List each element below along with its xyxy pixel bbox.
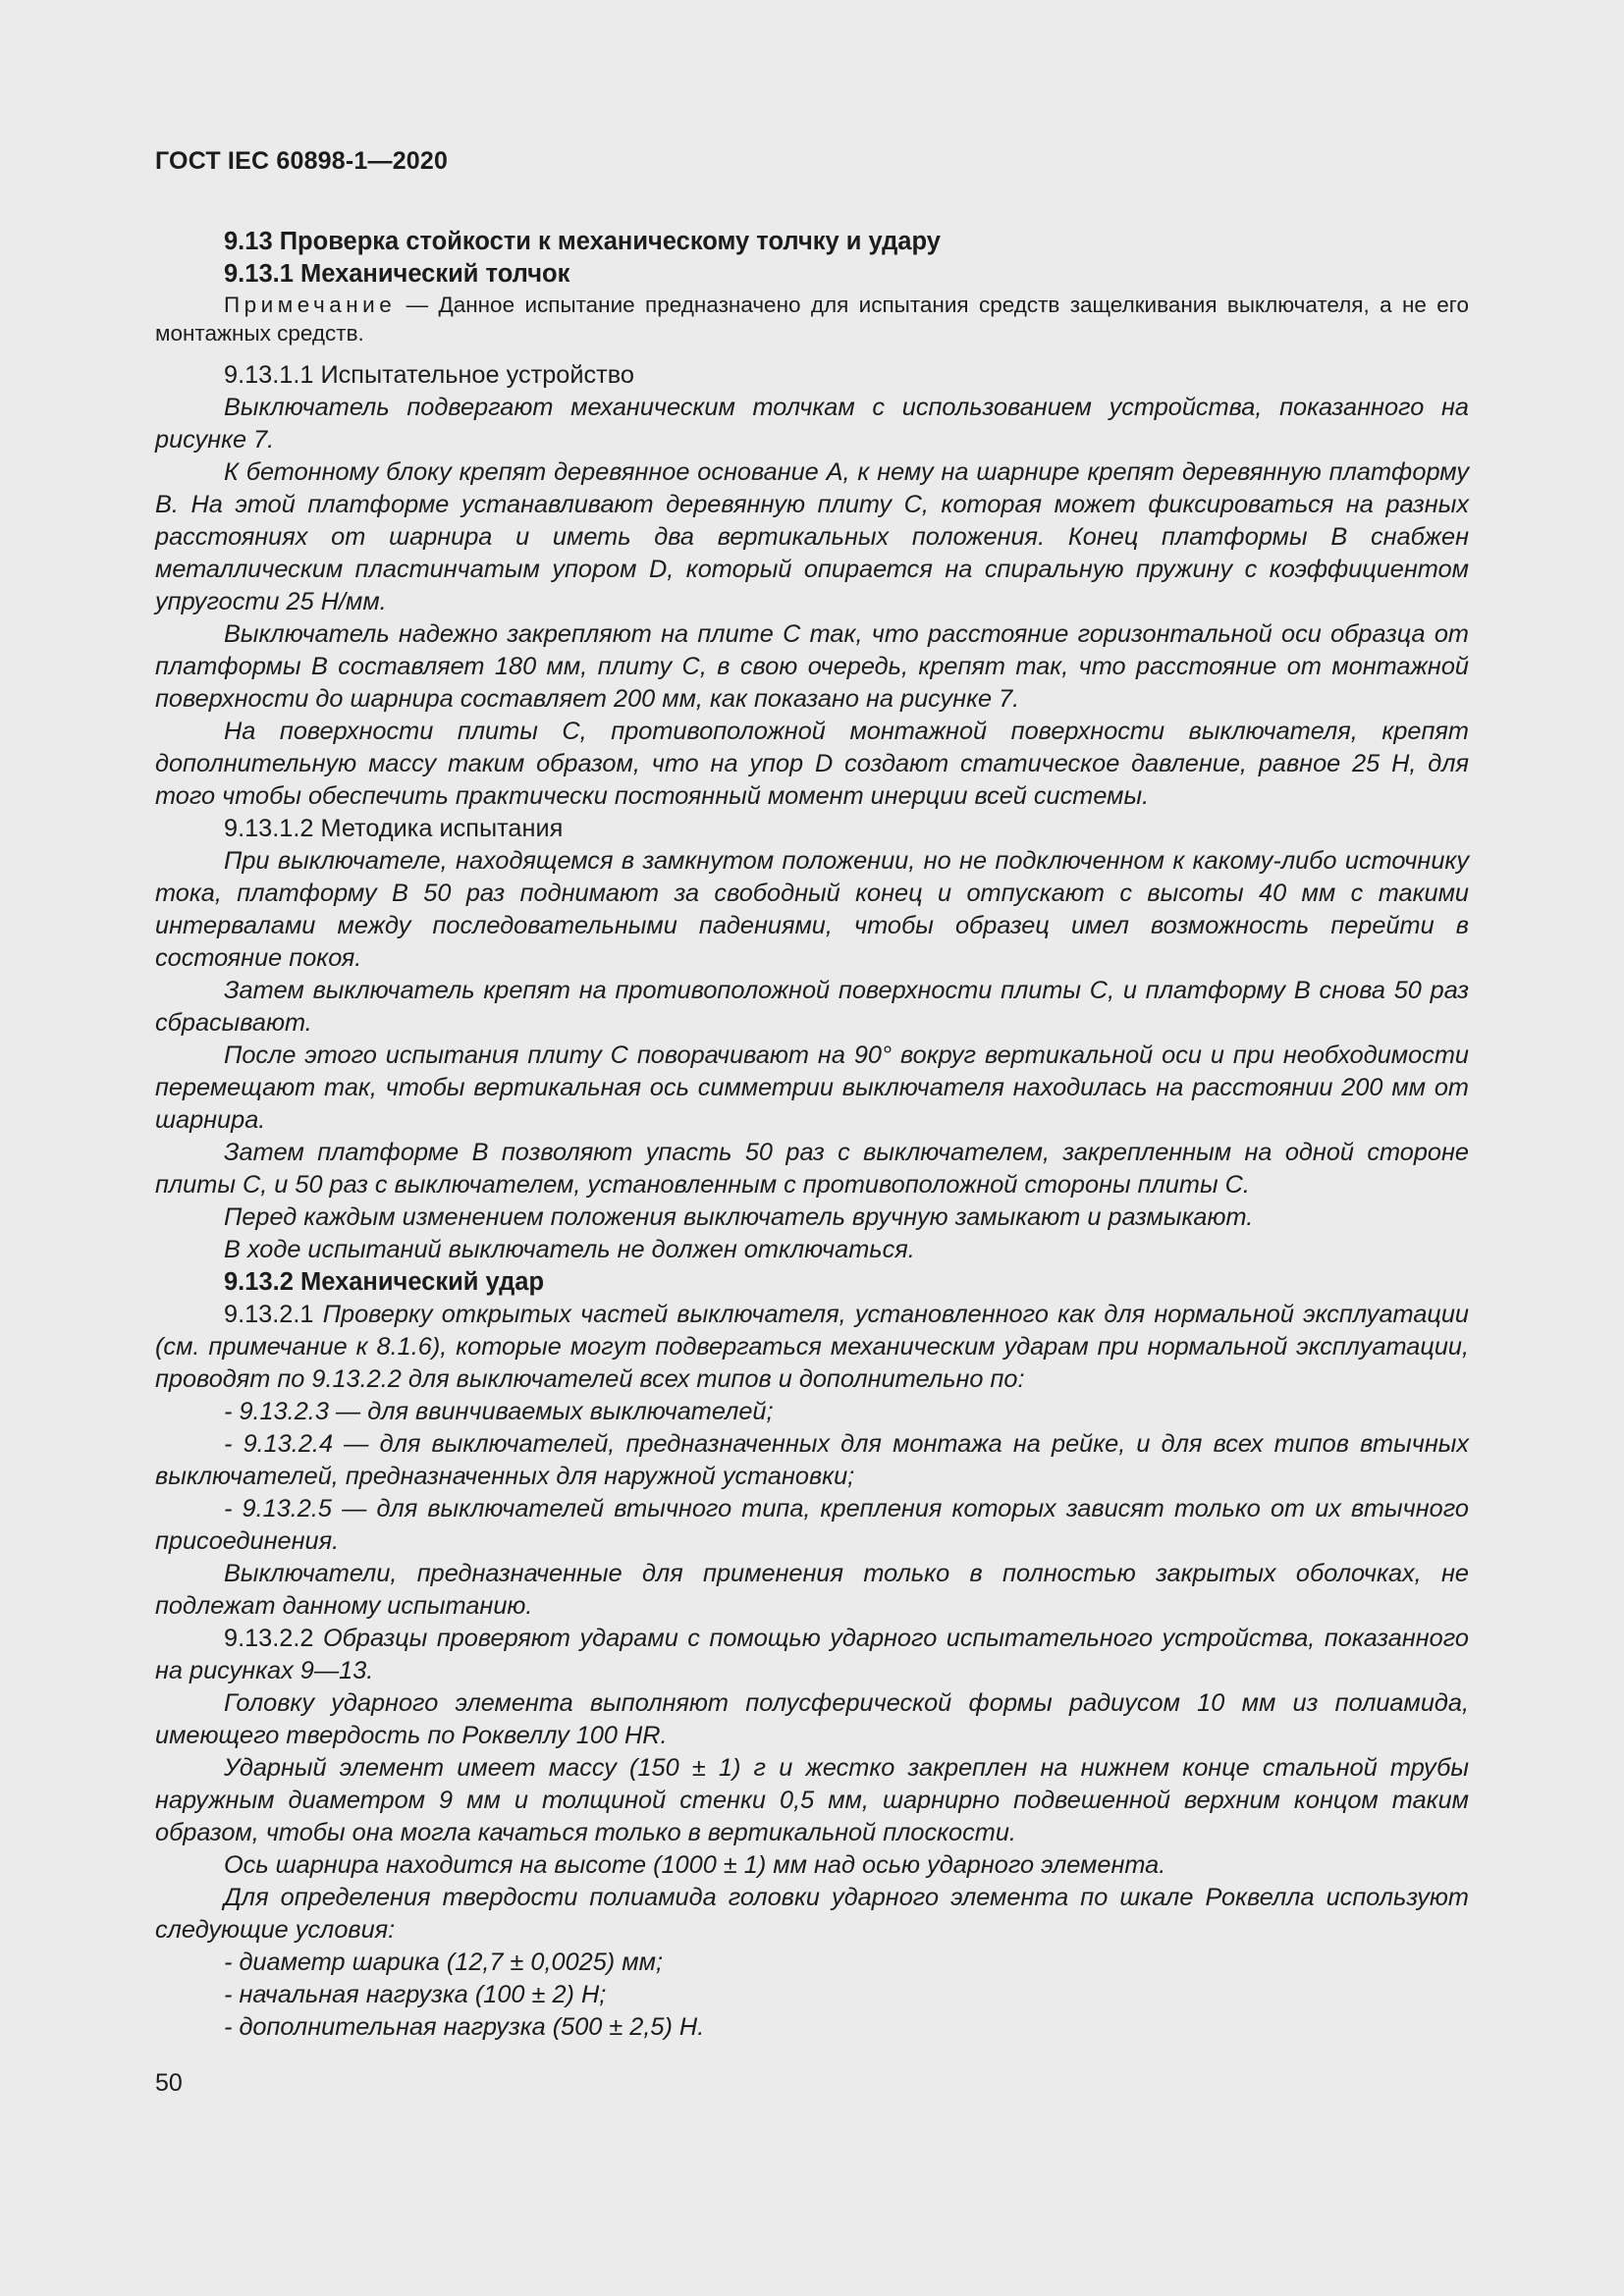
list-item: - диаметр шарика (12,7 ± 0,0025) мм; [224, 1949, 663, 1976]
paragraph: К бетонному блоку крепят деревянное основание А, к нему на шарнире крепят деревянную платформу В. На этой платформе устанавливают деревянную плиту С, которая может фиксироваться на разных расстояниях от шарнира и иметь два вертикальных положения. Конец платформы В снабжен металлическим пластинчатым упором D, который опирается на спиральную пружину с коэффициентом упругости 25 Н/мм. [155, 458, 1469, 615]
page-body [155, 226, 1469, 2044]
clause-title-9-13-1-1: 9.13.1.1 Испытательное устройство [224, 361, 634, 389]
clause-number: 9.13.2.2 [224, 1625, 314, 1652]
subsection-heading-9-13-1: 9.13.1 Механический толчок [224, 260, 570, 288]
clause-9-13-2-1 [155, 1299, 1469, 1396]
paragraph: После этого испытания плиту С поворачивают на 90° вокруг вертикальной оси и при необходимости перемещают так, чтобы вертикальная ось симметрии выключателя находилась на расстоянии 200 мм от шарнира. [155, 1041, 1469, 1134]
clause-9-13-2-2 [155, 1623, 1469, 1687]
subsection-heading-9-13-2: 9.13.2 Механический удар [224, 1268, 545, 1296]
list-item: - начальная нагрузка (100 ± 2) Н; [224, 1981, 607, 2008]
paragraph: Ударный элемент имеет массу (150 ± 1) г и жестко закреплен на нижнем конце стальной трубы наружным диаметром 9 мм и толщиной стенки 0,5 мм, шарнирно подвешенной верхним концом таким образом, чтобы она могла качаться только в вертикальной плоскости. [155, 1754, 1469, 1846]
list-item: - 9.13.2.3 — для ввинчиваемых выключателей; [224, 1398, 774, 1425]
paragraph: Для определения твердости полиамида головки ударного элемента по шкале Роквелла используют следующие условия: [155, 1884, 1469, 1944]
note-paragraph [155, 291, 1469, 347]
list-item: - 9.13.2.4 — для выключателей, предназначенных для монтажа на рейке, и для всех типов втычных выключателей, предназначенных для наружной установки; [155, 1430, 1469, 1490]
paragraph: Затем выключатель крепят на противоположной поверхности плиты С, и платформу В снова 50 раз сбрасывают. [155, 977, 1469, 1037]
document-code-header: ГОСТ IEC 60898-1—2020 [155, 147, 449, 175]
paragraph: На поверхности плиты С, противоположной монтажной поверхности выключателя, крепят дополнительную массу таким образом, что на упор D создают статическое давление, равное 25 Н, для того чтобы обеспечить практически постоянный момент инерции всей системы. [155, 718, 1469, 810]
clause-number: 9.13.2.1 [224, 1301, 314, 1328]
paragraph: Ось шарнира находится на высоте (1000 ± 1) мм над осью ударного элемента. [224, 1851, 1166, 1879]
page-number: 50 [155, 2069, 183, 2097]
paragraph: Выключатель надежно закрепляют на плите С так, что расстояние горизонтальной оси образца от платформы В составляет 180 мм, плиту С, в свою очередь, крепят так, что расстояние от монтажной поверхности до шарнира составляет 200 мм, как показано на рисунке 7. [155, 620, 1469, 713]
clause-text: Образцы проверяют ударами с помощью ударного испытательного устройства, показанного на рисунках 9—13. [155, 1625, 1469, 1684]
paragraph: Выключатели, предназначенные для применения только в полностью закрытых оболочках, не подлежат данному испытанию. [155, 1560, 1469, 1620]
clause-title-9-13-1-2: 9.13.1.2 Методика испытания [224, 815, 564, 842]
paragraph: При выключателе, находящемся в замкнутом положении, но не подключенном к какому-либо источнику тока, платформу В 50 раз поднимают за свободный конец и отпускают с высоты 40 мм с такими интервалами между последовательными падениями, чтобы образец имел возможность перейти в состояние покоя. [155, 847, 1469, 972]
paragraph: Затем платформе В позволяют упасть 50 раз с выключателем, закрепленным на одной стороне плиты С, и 50 раз с выключателем, установленным с противоположной стороны плиты С. [155, 1139, 1469, 1199]
paragraph: Перед каждым изменением положения выключатель вручную замыкают и размыкают. [224, 1203, 1254, 1231]
note-label: Примечание [224, 293, 397, 317]
paragraph: Головку ударного элемента выполняют полусферической формы радиусом 10 мм из полиамида, имеющего твердость по Роквеллу 100 HR. [155, 1689, 1469, 1749]
section-heading: 9.13 Проверка стойкости к механическому толчку и удару [224, 228, 941, 255]
paragraph: В ходе испытаний выключатель не должен отключаться. [224, 1236, 915, 1263]
clause-text: Проверку открытых частей выключателя, установленного как для нормальной эксплуатации (см. примечание к 8.1.6), которые могут подвергаться механическим ударам при нормальной эксплуатации, проводят по 9.13.2.2 для выключателей всех типов и дополнительно по: [155, 1301, 1469, 1393]
list-item: - 9.13.2.5 — для выключателей втычного типа, крепления которых зависят только от их втычного присоединения. [155, 1495, 1469, 1555]
note-text: — Данное испытание предназначено для испытания средств защелкивания выключателя, а не его монтажных средств. [155, 293, 1469, 346]
paragraph: Выключатель подвергают механическим толчкам с использованием устройства, показанного на рисунке 7. [155, 394, 1469, 454]
list-item: - дополнительная нагрузка (500 ± 2,5) Н. [224, 2013, 705, 2041]
